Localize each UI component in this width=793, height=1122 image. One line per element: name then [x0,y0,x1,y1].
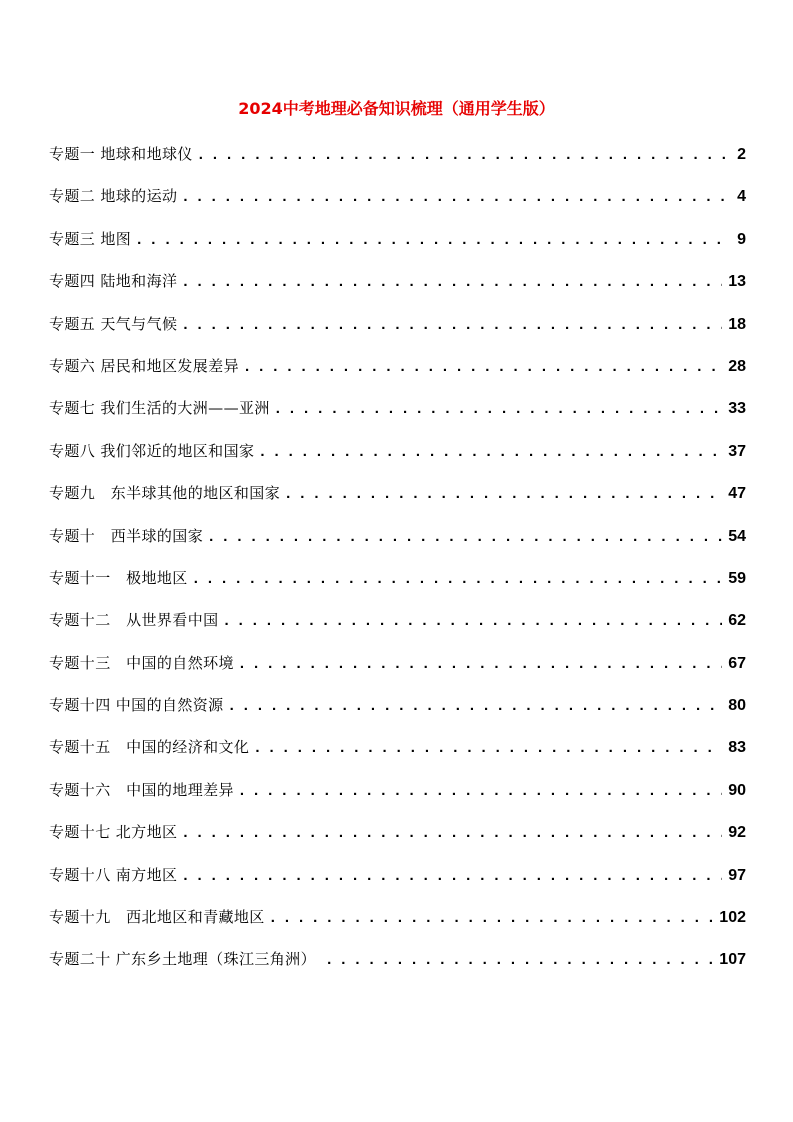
toc-page-number: 59 [728,569,746,587]
toc-dot-leader [183,314,722,336]
toc-page-number: 47 [728,485,746,503]
toc-dot-leader [240,653,722,675]
toc-entry-17[interactable] [49,821,746,863]
toc-entry-7[interactable] [49,397,746,439]
toc-entry-15[interactable] [49,736,746,778]
toc-page-number: 33 [728,400,746,418]
toc-entry-label: 专题十七 北方地区 [49,823,178,842]
toc-page-number: 83 [728,739,746,757]
toc-entry-11[interactable] [49,567,746,609]
toc-entry-6[interactable] [49,355,746,397]
toc-dot-leader [240,780,722,802]
toc-dot-leader [225,610,723,632]
toc-entry-3[interactable] [49,228,746,270]
toc-entry-13[interactable] [49,652,746,694]
toc-entry-label: 专题十一 极地地区 [49,568,188,587]
toc-entry-19[interactable] [49,906,746,948]
toc-dot-leader [327,949,713,971]
table-of-contents [49,143,746,991]
toc-entry-20[interactable] [49,948,746,990]
toc-entry-label: 专题六 居民和地区发展差异 [49,356,239,375]
toc-entry-label: 专题五 天气与气候 [49,314,178,333]
toc-entry-5[interactable] [49,313,746,355]
toc-entry-label: 专题九 东半球其他的地区和国家 [49,484,281,503]
toc-dot-leader [230,695,723,717]
toc-entry-2[interactable] [49,185,746,227]
toc-entry-18[interactable] [49,864,746,906]
toc-entry-10[interactable] [49,525,746,567]
toc-entry-8[interactable] [49,440,746,482]
toc-page-number: 2 [737,146,746,163]
toc-entry-12[interactable] [49,609,746,651]
toc-page-number: 97 [728,866,746,884]
toc-entry-label: 专题十 西半球的国家 [49,526,204,545]
toc-page-number: 62 [728,612,746,630]
toc-dot-leader [276,398,722,420]
toc-page-number: 92 [728,824,746,842]
toc-dot-leader [245,356,722,378]
toc-dot-leader [255,737,722,759]
toc-page-number: 9 [737,230,746,248]
toc-entry-label: 专题七 我们生活的大洲——亚洲 [49,399,270,418]
toc-dot-leader [286,483,722,505]
toc-entry-label: 专题二十 广东乡土地理（珠江三角洲） [49,950,322,969]
toc-page-number: 102 [719,909,746,927]
toc-entry-label: 专题三 地图 [49,229,132,248]
toc-entry-label: 专题十二 从世界看中国 [49,611,219,630]
toc-entry-14[interactable] [49,694,746,736]
toc-dot-leader [183,186,731,208]
toc-page-number: 13 [728,273,746,291]
toc-entry-label: 专题十三 中国的自然环境 [49,653,234,672]
toc-dot-leader [183,271,722,293]
toc-page-number: 18 [728,315,746,333]
toc-page-number: 4 [737,188,746,206]
toc-dot-leader [183,822,722,844]
toc-page-number: 28 [728,357,746,375]
document-title: 2024中考地理必备知识梳理（通用学生版） [238,99,555,118]
toc-page-number: 54 [728,527,746,545]
toc-entry-label: 专题四 陆地和海洋 [49,272,178,291]
toc-entry-9[interactable] [49,482,746,524]
toc-entry-label: 专题十五 中国的经济和文化 [49,738,250,757]
toc-page-number: 90 [728,781,746,799]
toc-page-number: 80 [728,697,746,715]
toc-entry-1[interactable] [49,143,746,185]
toc-entry-label: 专题八 我们邻近的地区和国家 [49,441,255,460]
toc-entry-label: 专题十六 中国的地理差异 [49,780,234,799]
toc-entry-label: 专题十八 南方地区 [49,865,178,884]
toc-entry-label: 专题十九 西北地区和青藏地区 [49,908,265,927]
toc-page-number: 37 [728,442,746,460]
toc-dot-leader [199,144,731,166]
toc-entry-16[interactable] [49,779,746,821]
toc-entry-label: 专题二 地球的运动 [49,187,178,206]
toc-entry-label: 专题一 地球和地球仪 [49,145,193,163]
toc-dot-leader [194,568,722,590]
toc-dot-leader [183,865,722,887]
toc-entry-4[interactable] [49,270,746,312]
toc-dot-leader [137,229,731,251]
toc-page-number: 67 [728,654,746,672]
toc-entry-label: 专题十四 中国的自然资源 [49,696,224,715]
toc-dot-leader [260,441,722,463]
toc-page-number: 107 [719,951,746,969]
toc-dot-leader [209,526,722,548]
toc-dot-leader [271,907,714,929]
